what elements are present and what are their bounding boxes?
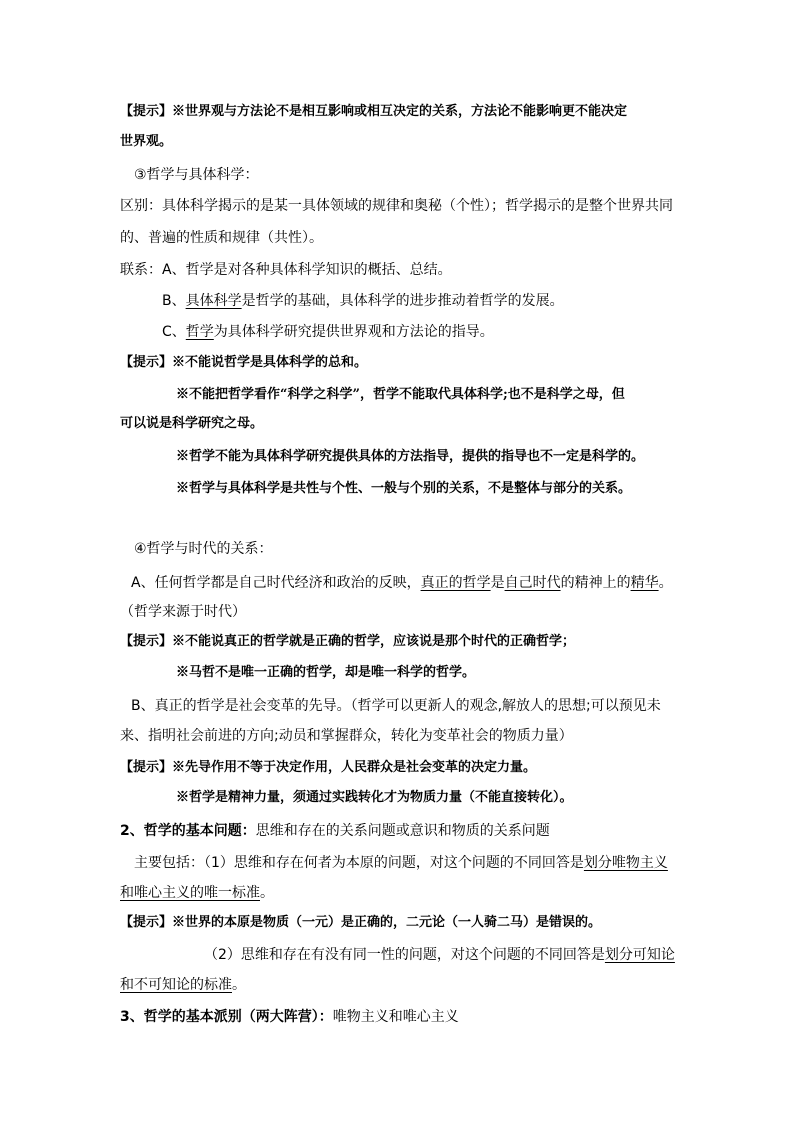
tip-no-specific-method: ※哲学不能为具体科学研究提供具体的方法指导，提供的指导也不一定是科学的。 [176,449,645,464]
era-point-a: A、任何哲学都是自己时代经济和政治的反映，真正的哲学是自己时代的精神上的精华。 [131,575,673,591]
connection-c: C、哲学为具体科学研究提供世界观和方法论的指导。 [162,324,494,340]
difference-line-1: 区别：具体科学揭示的是某一具体领域的规律和奥秘（个性）；哲学揭示的是整个世界共同 [120,198,673,214]
tip-spiritual-force: ※哲学是精神力量，须通过实践转化才为物质力量（不能直接转化）。 [176,790,573,805]
basic-question-2-cont: 和不可知论的标准。 [120,977,246,993]
basic-question-2: （2）思维和存在有没有同一性的问题，对这个问题的不同回答是划分可知论 [204,947,675,963]
tip-general-particular: ※哲学与具体科学是共性与个性、一般与个别的关系，不是整体与部分的关系。 [176,481,632,496]
basic-question-1: 主要包括：（1）思维和存在何者为本原的问题，对这个问题的不同回答是划分唯物主义 [134,855,668,871]
era-point-b-cont: 来、指明社会前进的方向;动员和掌握群众，转化为变革社会的物质力量） [120,728,573,744]
era-point-b: B、真正的哲学是社会变革的先导。（哲学可以更新人的观念,解放人的思想;可以预见未 [131,698,661,714]
tip-pioneer-role: 【提示】※先导作用不等于决定作用，人民群众是社会变革的决定力量。 [120,760,537,775]
heading-philosophy-era: ④哲学与时代的关系： [134,541,273,557]
tip-true-philosophy: 【提示】※不能说真正的哲学就是正确的哲学，应该说是那个时代的正确哲学； [120,634,576,649]
connection-b: B、具体科学是哲学的基础，具体科学的进步推动着哲学的发展。 [162,293,564,309]
section-basic-question: 2、哲学的基本问题：思维和存在的关系问题或意识和物质的关系问题 [120,823,550,839]
tip-worldview-methodology: 【提示】※世界观与方法论不是相互影响或相互决定的关系，方法论不能影响更不能决定 [120,104,628,119]
section-basic-schools: 3、哲学的基本派别（两大阵营）：唯物主义和唯心主义 [120,1009,459,1025]
heading-philosophy-science: ③哲学与具体科学： [134,167,259,183]
tip-not-sum: 【提示】※不能说哲学是具体科学的总和。 [120,355,368,370]
era-point-a-cont: （哲学来源于时代） [120,604,246,620]
tip-science-of-science: ※不能把哲学看作“科学之科学”，哲学不能取代具体科学;也不是科学之母，但 [176,387,625,402]
connection-a: 联系：A、哲学是对各种具体科学知识的概括、总结。 [120,262,452,278]
tip-worldview-methodology-cont: 世界观。 [120,134,173,149]
tip-marxist-philosophy: ※马哲不是唯一正确的哲学，却是唯一科学的哲学。 [176,665,476,680]
difference-line-2: 的、普遍的性质和规律（共性）。 [120,230,323,246]
tip-science-of-science-cont: 可以说是科学研究之母。 [120,416,264,431]
basic-question-1-cont: 和唯心主义的唯一标准。 [120,885,274,901]
tip-world-origin: 【提示】※世界的本原是物质（一元）是正确的，二元论（一人骑二马）是错误的。 [120,915,602,930]
